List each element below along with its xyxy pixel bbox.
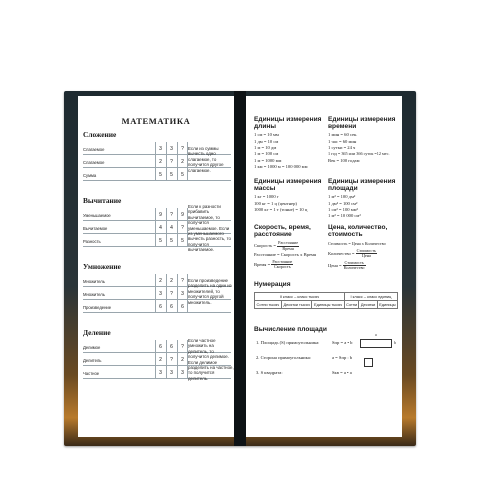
unit-line: 1 мин = 60 сек.	[328, 132, 358, 138]
unit-line: 1 дм = 10 см	[254, 138, 279, 144]
fraction	[343, 261, 366, 271]
area-item-text: 3. S квадрата:	[256, 370, 283, 375]
length-units	[254, 116, 326, 170]
area-formula: Sкв = a • a	[332, 370, 352, 375]
cell: 3	[159, 146, 162, 152]
rank-cell: Сотни тысяч	[255, 301, 282, 309]
unit-line: 1 км = 1000 м = 100 000 мм	[254, 163, 308, 169]
unit-line: 1 м = 100 см	[254, 151, 279, 157]
cell: ?	[181, 146, 184, 152]
section-title: Сложение	[83, 130, 117, 139]
cell: 9	[181, 212, 184, 218]
unit-line: 1 м² = 100 дм²	[328, 194, 356, 200]
section-title: Цена, количество, стоимость	[328, 224, 388, 239]
cell: 5	[159, 238, 162, 244]
cell: 3	[181, 370, 184, 376]
divider	[155, 274, 156, 313]
row-label: Произведение	[83, 305, 112, 310]
rule-note: Если из суммы вычесть одно слагаемое, то получится другое слагаемое.	[188, 146, 224, 173]
section-addition	[83, 130, 231, 181]
square-figure	[364, 358, 373, 367]
area-formula: Sпр = a • b	[332, 340, 353, 345]
rule-note: Если произведение разделить на один из множителей, то получится другой множитель.	[188, 278, 232, 305]
cell: 3	[170, 370, 173, 376]
numbering-section	[254, 281, 394, 288]
formula-cost: Стоимость = Цена х Количество	[328, 241, 386, 247]
cell: 5	[181, 238, 184, 244]
cell: 4	[170, 225, 173, 231]
divider	[166, 208, 167, 247]
mass-units	[254, 178, 326, 213]
section-title: Деление	[83, 328, 111, 337]
cell: 2	[159, 278, 162, 284]
formula-price	[328, 261, 400, 271]
divider	[155, 208, 156, 247]
formula-distance: Расстояние = Скорость х Время	[254, 251, 317, 257]
fraction	[356, 249, 377, 259]
formula-quantity	[328, 249, 400, 259]
op-table	[83, 274, 231, 313]
row-label: Слагаемое	[83, 147, 105, 152]
row-label: Сумма	[83, 173, 97, 178]
denominator: Количество	[343, 265, 365, 271]
rectangle-figure	[360, 339, 392, 348]
unit-line: Век = 100 годам	[328, 157, 360, 163]
divider	[166, 142, 167, 181]
unit-line: 1 кг = 1000 г	[254, 194, 279, 200]
row-label: Делитель	[83, 358, 102, 363]
cell: 3	[159, 370, 162, 376]
op-table	[83, 204, 231, 253]
section-title: Скорость, время, расстояние	[254, 224, 311, 239]
formula-label: Время =	[254, 262, 271, 268]
row-label: Разность	[83, 239, 101, 244]
unit-line: 1 см² = 100 мм²	[328, 207, 358, 212]
cell: 3	[181, 291, 184, 297]
formula-label: Скорость =	[254, 243, 276, 249]
rule-note: Если к разности прибавить вычитаемое, то получится уменьшаемое. Если из уменьшаемого вычесть разность, то получится вычитаемое.	[188, 204, 231, 253]
side-label: b	[394, 341, 396, 345]
right-page	[246, 96, 402, 437]
section-multiplication	[83, 262, 231, 313]
rank-cell: Десятки тысяч	[281, 301, 312, 309]
cell: ?	[181, 225, 184, 231]
row-label: Уменьшаемое	[83, 213, 111, 218]
cell: 2	[170, 278, 173, 284]
cell: 2	[159, 159, 162, 165]
section-title: Вычитание	[83, 196, 122, 205]
area-units	[328, 178, 400, 220]
section-title: Нумерация	[254, 281, 291, 288]
class-header: I класс – класс единиц	[344, 293, 397, 301]
formula-label: Цена =	[328, 263, 342, 269]
fraction	[271, 260, 293, 270]
cell: 5	[170, 172, 173, 178]
row-label: Слагаемое	[83, 160, 105, 165]
area-item-text: 2. Сторона прямоугольника:	[256, 355, 312, 360]
cell: 3	[170, 146, 173, 152]
divider	[177, 142, 178, 181]
cell: ?	[181, 344, 184, 350]
unit-line: 100 кг = 1 ц (центнер)	[254, 200, 297, 206]
cell: 6	[159, 304, 162, 310]
divider	[177, 274, 178, 313]
area-calc-section	[254, 326, 394, 333]
table-row	[255, 293, 398, 301]
rank-cell: Единицы	[379, 302, 396, 307]
section-subtraction	[83, 196, 231, 253]
cell: 5	[181, 172, 184, 178]
numerator: Расстояние	[272, 258, 293, 264]
speed-section	[254, 224, 326, 270]
divider	[166, 340, 167, 379]
rank-cell: Единицы тысяч	[312, 301, 344, 309]
divider	[177, 208, 178, 247]
rule-note: Если частное умножить на делитель, то получится делимое. Если делимое разделить на частное, то получится делитель.	[188, 338, 234, 381]
cell: ?	[170, 291, 173, 297]
cell: 3	[159, 291, 162, 297]
row-label: Делимое	[83, 345, 101, 350]
unit-line: 1 сутки = 24 ч	[328, 145, 356, 150]
section-title: Единицы измерения времени	[328, 116, 396, 131]
divider	[155, 142, 156, 181]
side-label: a	[375, 333, 377, 337]
unit-line: 1 м = 10 дм	[254, 145, 277, 150]
numerator: Стоимость	[344, 259, 364, 265]
time-units	[328, 116, 400, 164]
section-title: Единицы измерения площади	[328, 178, 396, 193]
page-title: МАТЕМАТИКА	[121, 116, 191, 126]
formula-label: Количество =	[328, 250, 355, 256]
cell: 2	[159, 357, 162, 363]
row-label: Множитель	[83, 279, 105, 284]
cell: ?	[170, 212, 173, 218]
divider	[155, 340, 156, 379]
rank-cell: Сотни	[346, 302, 358, 307]
denominator: Цена	[361, 253, 371, 259]
cell: 4	[159, 225, 162, 231]
cell: 6	[181, 304, 184, 310]
fraction	[277, 241, 299, 251]
unit-line: 1 м² = 10 000 см²	[328, 213, 361, 219]
numbering-table	[254, 292, 398, 309]
unit-line: 1 час = 60 мин	[328, 138, 357, 144]
section-title: Единицы измерения длины	[254, 116, 322, 131]
divider	[166, 274, 167, 313]
unit-line: 1 м = 1000 мм	[254, 157, 282, 163]
divider	[177, 340, 178, 379]
numerator: Стоимость	[356, 247, 376, 253]
cell: 2	[181, 357, 184, 363]
cell: ?	[170, 357, 173, 363]
unit-line: 1 год = 365 или 366 суток =12 мес.	[328, 151, 390, 157]
op-table	[83, 338, 234, 381]
section-division	[83, 328, 234, 381]
denominator: Скорость	[274, 264, 291, 270]
cell: 6	[159, 344, 162, 350]
cell: ?	[181, 278, 184, 284]
cell: 5	[170, 238, 173, 244]
row-label: Вычитаемое	[83, 226, 108, 231]
section-title: Единицы измерения массы	[254, 178, 322, 193]
notebook-spine	[234, 91, 246, 446]
row-label: Множитель	[83, 292, 105, 297]
price-section	[328, 224, 400, 271]
cell: 5	[159, 172, 162, 178]
denominator: Время	[282, 246, 294, 251]
cell: 6	[170, 344, 173, 350]
left-page	[78, 96, 234, 437]
unit-line: 1 см = 10 мм	[254, 132, 279, 138]
class-header: II класс – класс тысяч	[255, 293, 345, 301]
cell: 6	[170, 304, 173, 310]
section-title: Вычисление площади	[254, 326, 327, 333]
formula-time	[254, 260, 326, 270]
area-formula: a = Sпр : b	[332, 355, 353, 360]
cell: ?	[170, 159, 173, 165]
cell: 9	[159, 212, 162, 218]
cell: 2	[181, 159, 184, 165]
unit-line: 1000 кг = 1 т (тонне) = 10 ц	[254, 207, 308, 212]
rank-cell: Десятки	[360, 302, 376, 307]
section-title: Умножение	[83, 262, 121, 271]
op-table	[83, 142, 231, 181]
formula-speed	[254, 241, 326, 251]
table-row	[255, 301, 398, 309]
numerator: Расстояние	[278, 240, 299, 246]
row-label: Частное	[83, 371, 100, 376]
unit-line: 1 дм² = 100 см²	[328, 200, 358, 206]
area-item-text: 1. Площадь (S) прямоугольника:	[256, 340, 320, 345]
